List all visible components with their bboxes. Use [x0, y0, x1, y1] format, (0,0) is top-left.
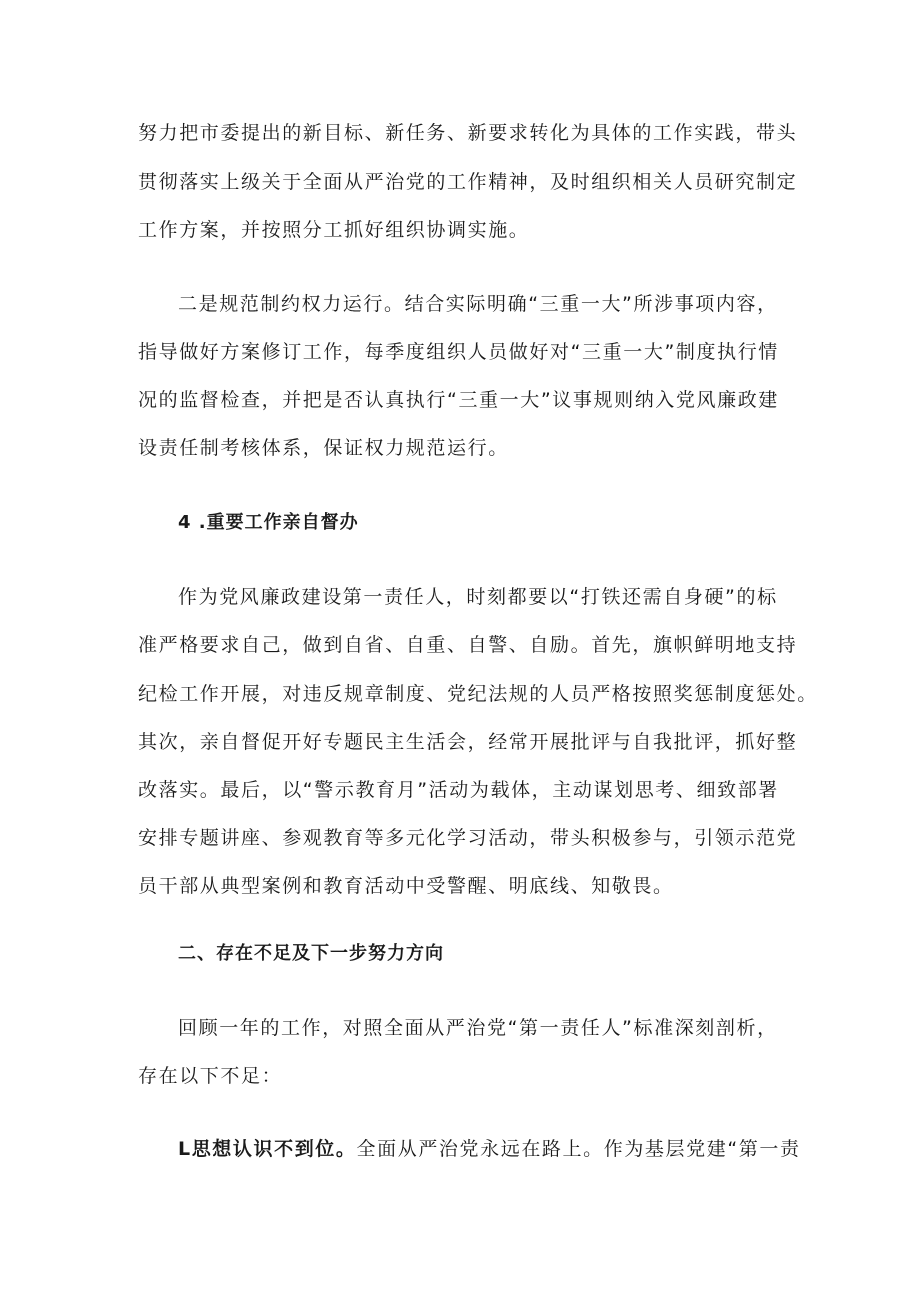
paragraph-2-line-1: 二是规范制约权力运行。结合实际明确“三重一大”所涉事项内容，: [178, 293, 778, 315]
paragraph-3-line-1: 作为党风廉政建设第一责任人，时刻都要以“打铁还需自身硬”的标: [178, 586, 778, 608]
paragraph-3-line-7: 员干部从典型案例和教育活动中受警醒、明底线、知敬畏。: [138, 875, 674, 897]
paragraph-3-line-5: 改落实。最后，以“警示教育月”活动为载体，主动谋划思考、细致部署: [138, 779, 779, 801]
paragraph-3-line-2: 准严格要求自己，做到自省、自重、自警、自励。首先，旗帜鲜明地支持: [138, 634, 798, 656]
paragraph-1-line-3: 工作方案，并按照分工抓好组织协调实施。: [138, 219, 530, 241]
paragraph-1-line-1: 努力把市委提出的新目标、新任务、新要求转化为具体的工作实践，带头: [138, 122, 798, 144]
section-heading-4: 4 .重要工作亲自督办: [178, 512, 359, 533]
paragraph-3-line-3: 纪检工作开展，对违反规章制度、党纪法规的人员严格按照奖惩制度惩处。: [138, 683, 818, 705]
section-heading-2: 二、存在不足及下一步努力方向: [178, 943, 444, 964]
paragraph-5-rest: 全面从严治党永远在路上。作为基层党建“第一责: [356, 1138, 801, 1160]
paragraph-2-line-2: 指导做好方案修订工作，每季度组织人员做好对“三重一大”制度执行情: [138, 341, 779, 363]
paragraph-3-line-6: 安排专题讲座、参观教育等多元化学习活动，带头积极参与，引领示范党: [138, 827, 798, 849]
paragraph-2-line-4: 设责任制考核体系，保证权力规范运行。: [138, 437, 509, 459]
paragraph-1-line-2: 贯彻落实上级关于全面从严治党的工作精神，及时组织相关人员研究制定: [138, 171, 798, 193]
paragraph-4-line-1: 回顾一年的工作，对照全面从严治党“第一责任人”标准深刻剖析，: [178, 1017, 778, 1039]
paragraph-5-line-1: [178, 1137, 801, 1161]
paragraph-3-line-4: 其次，亲自督促开好专题民主生活会，经常开展批评与自我批评，抓好整: [138, 731, 798, 753]
paragraph-4-line-2: 存在以下不足：: [138, 1065, 283, 1087]
paragraph-5-bold-lead: L思想认识不到位。: [178, 1138, 357, 1160]
paragraph-2-line-3: 况的监督检查，并把是否认真执行“三重一大”议事规则纳入党风廉政建: [138, 389, 779, 411]
